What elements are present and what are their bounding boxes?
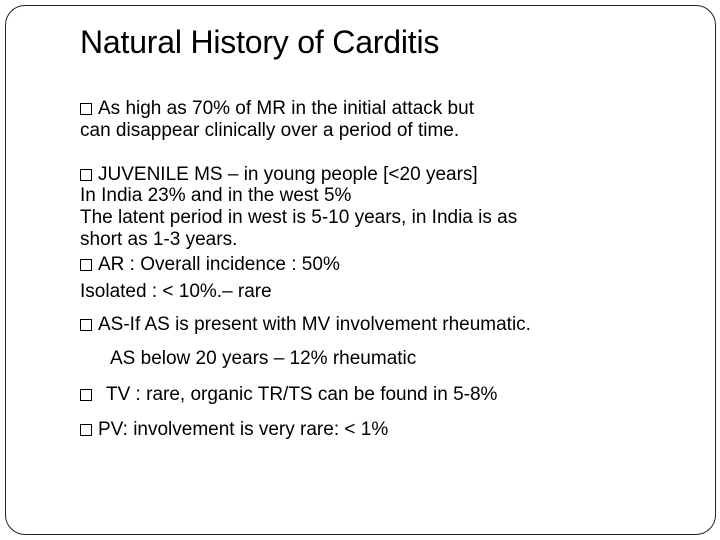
bullet-box-icon [80, 169, 92, 181]
bullet-box-icon [80, 319, 92, 331]
bullet-ms [80, 164, 478, 185]
bullet-box-icon [80, 424, 92, 436]
bullet-text: As high as 70% of MR in the initial attack but [98, 98, 474, 119]
bullet-text: AS-If AS is present with MV involvement rheumatic. [98, 314, 531, 335]
text-line: The latent period in west is 5-10 years, in India is as [80, 207, 518, 228]
bullet-text: JUVENILE MS – in young people [<20 years] [98, 164, 478, 185]
bullet-ar [80, 254, 340, 275]
bullet-mr [80, 98, 474, 119]
bullet-tv [80, 384, 497, 405]
text-line: short as 1-3 years. [80, 229, 238, 250]
bullet-text: PV: involvement is very rare: < 1% [98, 419, 389, 440]
bullet-box-icon [80, 389, 92, 401]
text-line: can disappear clinically over a period of time. [80, 120, 460, 141]
bullet-pv [80, 419, 388, 440]
text-line: In India 23% and in the west 5% [80, 185, 352, 206]
bullet-text: AR : Overall incidence : 50% [98, 254, 340, 275]
slide-title: Natural History of Carditis [80, 24, 440, 60]
bullet-box-icon [80, 103, 92, 115]
bullet-text: TV : rare, organic TR/TS can be found in 5-8% [106, 384, 498, 405]
bullet-box-icon [80, 259, 92, 271]
bullet-as [80, 314, 531, 335]
text-line: AS below 20 years – 12% rheumatic [110, 348, 417, 369]
text-line: Isolated : < 10%.– rare [80, 281, 272, 302]
